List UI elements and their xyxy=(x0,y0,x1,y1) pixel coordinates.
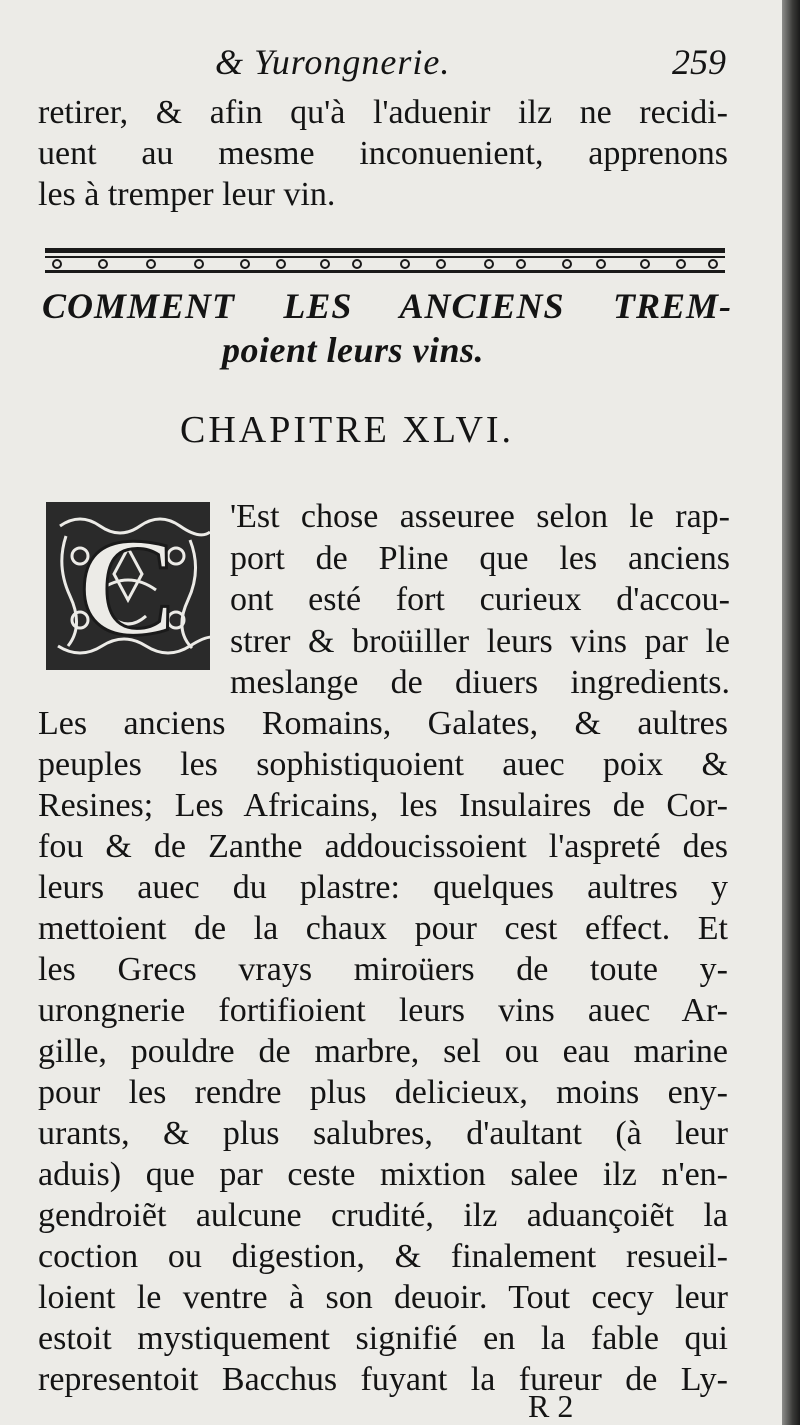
signature-mark: R 2 xyxy=(528,1388,574,1424)
chapter-number: CHAPITRE XLVI. xyxy=(180,409,515,451)
text-line: coction ou digestion, & finalement resueil- xyxy=(38,1238,728,1275)
text-line: Resines; Les Africains, les Insulaires de Cor- xyxy=(38,787,728,824)
text-line: leurs auec du plastre: quelques aultres y xyxy=(38,869,728,906)
text-line: representoit Bacchus fuyant la fureur de Ly- xyxy=(38,1361,728,1398)
text-line: urongnerie fortifioient leurs vins auec Ar- xyxy=(38,992,728,1029)
chapter-title-line-2: poient leurs vins. xyxy=(222,330,485,370)
text-line: uent au mesme inconuenient, apprenons xyxy=(38,135,728,172)
page-header xyxy=(0,42,782,88)
text-line: retirer, & afin qu'à l'aduenir ilz ne recidi- xyxy=(38,94,728,131)
page-number: 259 xyxy=(672,42,726,82)
text-line: ont esté fort curieux d'accou- xyxy=(230,581,730,618)
page-gutter-shadow xyxy=(782,0,800,1425)
text-line: meslange de diuers ingredients. xyxy=(230,664,730,701)
text-line: les Grecs vrays miroüers de toute y- xyxy=(38,951,728,988)
text-line: loient le ventre à son deuoir. Tout cecy leur xyxy=(38,1279,728,1316)
text-line: urants, & plus salubres, d'aultant (à leur xyxy=(38,1115,728,1152)
text-line: Les anciens Romains, Galates, & aultres xyxy=(38,705,728,742)
drop-cap-letter: C xyxy=(77,510,179,665)
chapter-body xyxy=(38,703,728,1400)
ornamental-drop-cap xyxy=(40,496,216,676)
text-line: mettoient de la chaux pour cest effect. Et xyxy=(38,910,728,947)
text-line: aduis) que par ceste mixtion salee ilz n'en- xyxy=(38,1156,728,1193)
text-line: gille, pouldre de marbre, sel ou eau marine xyxy=(38,1033,728,1070)
text-line: strer & broüiller leurs vins par le xyxy=(230,622,730,660)
text-line: peuples les sophistiquoient auec poix & xyxy=(38,746,728,783)
text-line: pour les rendre plus delicieux, moins eny- xyxy=(38,1074,728,1111)
ornamental-rule xyxy=(45,246,725,276)
text-line: les à tremper leur vin. xyxy=(38,176,336,213)
text-line: gendroiẽt aulcune crudité, ilz aduançoiẽt la xyxy=(38,1197,728,1234)
chapter-opening-lines xyxy=(230,496,730,704)
text-line: fou & de Zanthe addoucissoient l'aspreté des xyxy=(38,828,728,865)
running-head: & Yurongnerie. xyxy=(215,42,451,82)
chapter-title-line-1: COMMENT LES ANCIENS TREM- xyxy=(42,286,732,326)
text-line: 'Est chose asseuree selon le rap- xyxy=(230,498,730,535)
chapter-title xyxy=(42,284,732,372)
intro-paragraph xyxy=(38,92,728,215)
text-line: estoit mystiquement signifié en la fable qui xyxy=(38,1320,728,1357)
signature-row xyxy=(0,1388,782,1425)
text-line: port de Pline que les anciens xyxy=(230,539,730,577)
